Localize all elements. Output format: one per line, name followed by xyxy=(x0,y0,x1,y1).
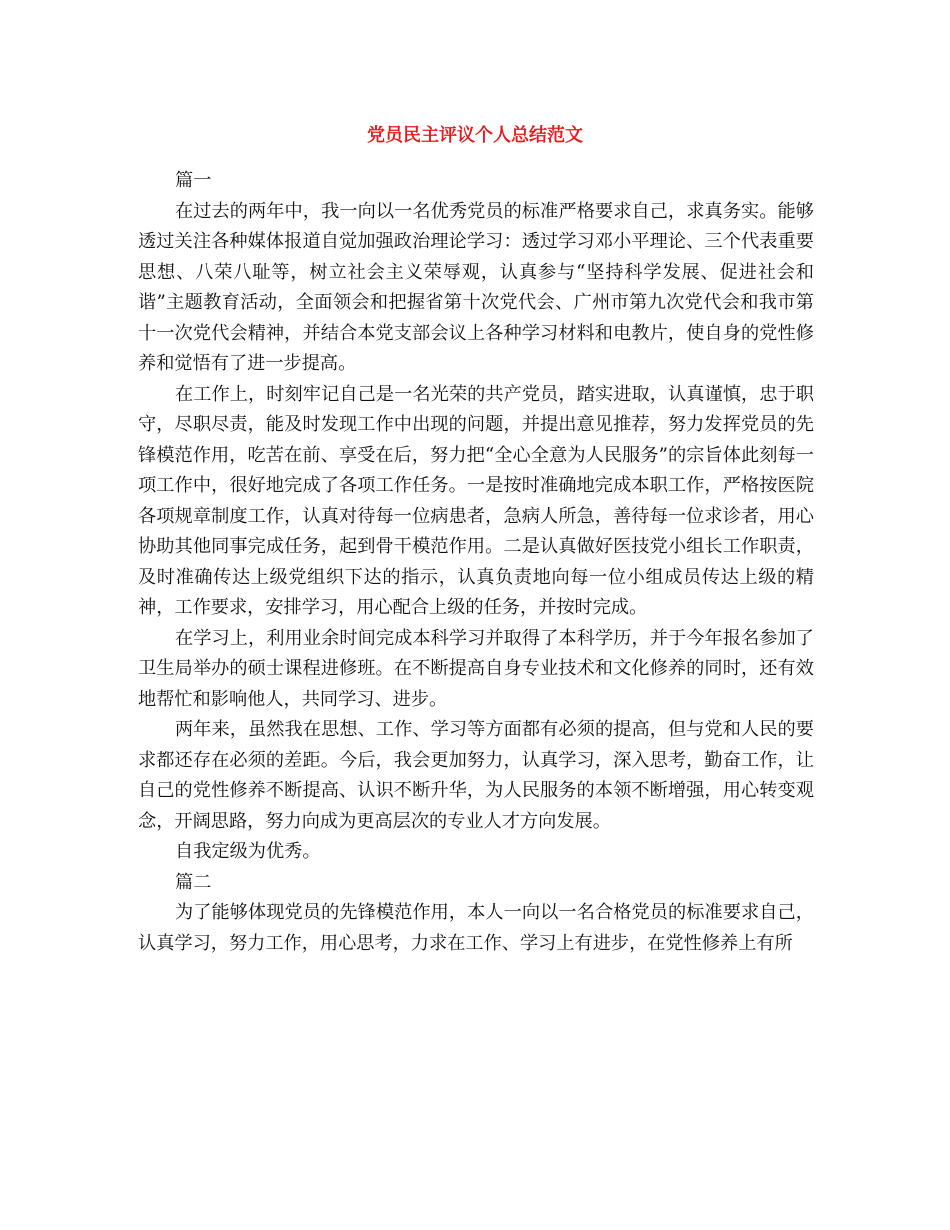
section-heading-1: 篇一 xyxy=(175,170,212,191)
paragraph-work: 在工作上，时刻牢记自己是一名光荣的共产党员，踏实进取，认真谨慎，忠于职守，尽职尽责，能及时发现工作中出现的问题，并提出意见推荐，努力发挥党员的先锋模范作用，吃苦在前、享受在后，努力把“全心全意为人民服务”的宗旨体此刻每一项工作中，很好地完成了各项工作任务。一是按时准确地完成本职工作，严格按医院各项规章制度工作，认真对待每一位病患者，急病人所急，善待每一位求诊者，用心协助其他同事完成任务，起到骨干模范作用。二是认真做好医技党小组长工作职责，及时准确传达上级党组织下达的指示，认真负责地向每一位小组成员传达上级的精神，工作要求，安排学习，用心配合上级的任务，并按时完成。 xyxy=(138,383,814,618)
paragraph-summary: 两年来，虽然我在思想、工作、学习等方面都有必须的提高，但与党和人民的要求都还存在必须的差距。今后，我会更加努力，认真学习，深入思考，勤奋工作，让自己的党性修养不断提高、认识不断升华，为人民服务的本领不断增强，用心转变观念，开阔思路，努力向成为更高层次的专业人才方向发展。 xyxy=(138,719,814,832)
document-body xyxy=(138,166,814,959)
paragraph-political-study: 在过去的两年中，我一向以一名优秀党员的标准严格要求自己，求真务实。能够透过关注各种媒体报道自觉加强政治理论学习：透过学习邓小平理论、三个代表重要思想、八荣八耻等，树立社会主义荣辱观，认真参与“坚持科学发展、促进社会和谐”主题教育活动，全面领会和把握省第十次党代会、广州市第九次党代会和我市第十一次党代会精神，并结合本党支部会议上各种学习材料和电教片，使自身的党性修养和觉悟有了进一步提高。 xyxy=(138,200,814,374)
paragraph-study: 在学习上，利用业余时间完成本科学习并取得了本科学历，并于今年报名参加了卫生局举办的硕士课程进修班。在不断提高自身专业技术和文化修养的同时，还有效地帮忙和影响他人，共同学习、进步。 xyxy=(138,627,814,710)
document-title: 党员民主评议个人总结范文 xyxy=(367,125,583,146)
section-heading-2: 篇二 xyxy=(175,871,212,893)
paragraph-self-rating: 自我定级为优秀。 xyxy=(175,841,321,862)
paragraph-section-2-intro: 为了能够体现党员的先锋模范作用，本人一向以一名合格党员的标准要求自己，认真学习，努力工作，用心思考，力求在工作、学习上有进步，在党性修养上有所 xyxy=(138,902,814,954)
